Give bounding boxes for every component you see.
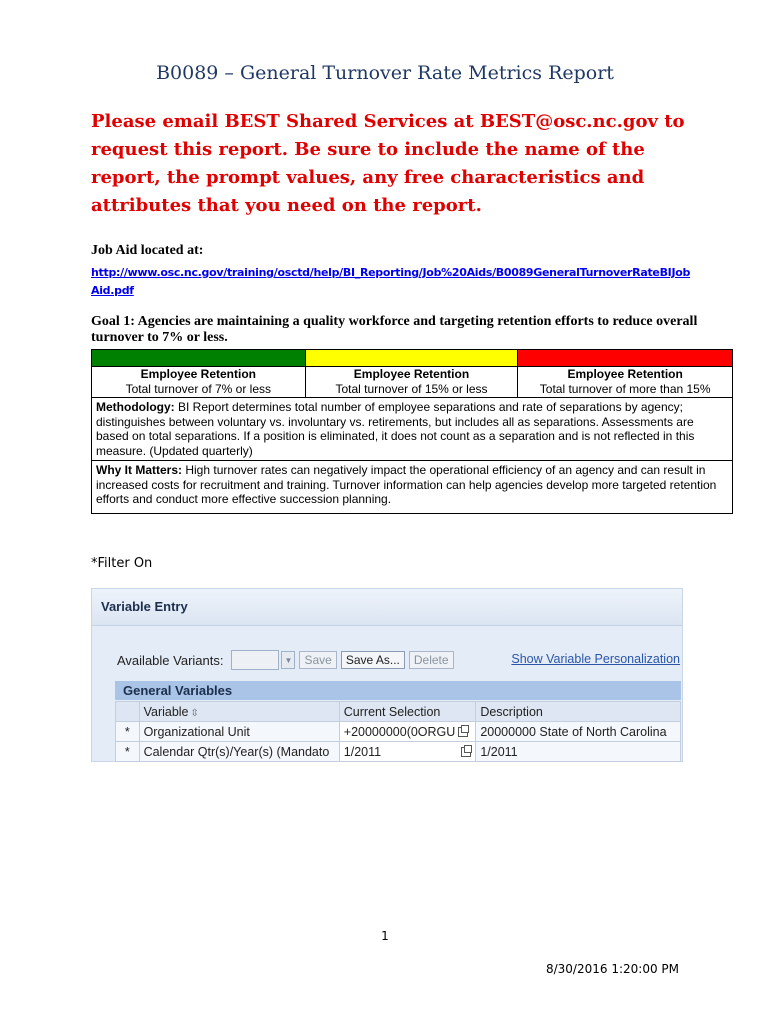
- table-row: [116, 722, 681, 742]
- save-as-button[interactable]: Save As...: [341, 651, 405, 669]
- mandatory-column-header: [116, 702, 140, 722]
- job-aid-label: Job Aid located at:: [91, 243, 204, 258]
- variants-toolbar: [117, 650, 458, 670]
- red-band: [518, 350, 733, 367]
- retention-metrics-table: [91, 349, 733, 514]
- retention-header: Employee Retention: [140, 367, 256, 381]
- available-variants-label: Available Variants:: [117, 652, 224, 668]
- color-band-row: [92, 350, 733, 367]
- value-help-icon[interactable]: [461, 747, 471, 757]
- variable-entry-panel: [91, 588, 683, 762]
- retention-value: Total turnover of 15% or less: [335, 382, 488, 396]
- variable-entry-title: Variable Entry: [92, 589, 682, 626]
- why-label: Why It Matters:: [96, 463, 183, 477]
- variables-table: [115, 701, 681, 762]
- mandatory-marker: *: [116, 722, 140, 742]
- variants-dropdown[interactable]: [231, 650, 279, 670]
- goal-label: Goal 1: [91, 314, 131, 329]
- variables-header-row: [116, 702, 681, 722]
- why-it-matters-row: [92, 461, 733, 514]
- why-text: High turnover rates can negatively impact the operational efficiency of an agency and can result in increased costs for recruitment and training. Turnover information can help agencies develop more targeted retention efforts and conduct more effective succession planning.: [96, 463, 717, 506]
- retention-green-cell: [92, 367, 306, 398]
- delete-button[interactable]: Delete: [409, 651, 454, 669]
- current-selection-column-header: Current Selection: [339, 702, 476, 722]
- why-it-matters-cell: [92, 461, 733, 514]
- variable-name: Calendar Qtr(s)/Year(s) (Mandato: [139, 742, 339, 762]
- chevron-down-icon[interactable]: ▼: [281, 651, 295, 669]
- methodology-cell: [92, 398, 733, 461]
- methodology-label: Methodology:: [96, 400, 175, 414]
- retention-value: Total turnover of more than 15%: [539, 382, 711, 396]
- value-help-icon[interactable]: [458, 727, 468, 737]
- variable-name: Organizational Unit: [139, 722, 339, 742]
- methodology-row: [92, 398, 733, 461]
- retention-header: Employee Retention: [353, 367, 470, 381]
- sort-icon[interactable]: ⇳: [190, 707, 199, 719]
- page-title: B0089 – General Turnover Rate Metrics Report: [156, 62, 614, 84]
- current-selection-field[interactable]: +20000000(0ORGU: [339, 722, 476, 742]
- retention-header: Employee Retention: [567, 367, 683, 381]
- mandatory-marker: *: [116, 742, 140, 762]
- general-variables-header: General Variables: [115, 681, 681, 700]
- retention-value: Total turnover of 7% or less: [125, 382, 272, 396]
- filter-note: *Filter On: [91, 556, 153, 571]
- request-instructions: Please email BEST Shared Services at BEST@osc.nc.gov to request this report. Be sure to include the name of the report, the prompt values, any free characteristics and attributes that you need on the report.: [91, 111, 685, 216]
- yellow-band: [305, 350, 518, 367]
- footer-timestamp: 8/30/2016 1:20:00 PM: [545, 962, 679, 976]
- green-band: [92, 350, 306, 367]
- save-button[interactable]: Save: [299, 651, 336, 669]
- retention-yellow-cell: [305, 367, 518, 398]
- variable-column-header[interactable]: Variable ⇳: [139, 702, 339, 722]
- job-aid-link[interactable]: http://www.osc.nc.gov/training/osctd/help/BI_Reporting/Job%20Aids/B0089GeneralTurnoverRateBIJobAid.pdf: [91, 266, 691, 297]
- current-selection-field[interactable]: 1/2011: [339, 742, 476, 762]
- description-column-header: Description: [476, 702, 681, 722]
- goal-statement: [91, 314, 711, 346]
- variable-description: 20000000 State of North Carolina: [476, 722, 681, 742]
- variable-description: 1/2011: [476, 742, 681, 762]
- retention-red-cell: [518, 367, 733, 398]
- retention-row: [92, 367, 733, 398]
- table-row: [116, 742, 681, 762]
- goal-text: : Agencies are maintaining a quality workforce and targeting retention efforts to reduce overall turnover to 7% or less.: [91, 314, 698, 345]
- show-variable-personalization-link[interactable]: Show Variable Personalization: [511, 652, 680, 666]
- methodology-text: BI Report determines total number of employee separations and rate of separations by agency; distinguishes between voluntary vs. involuntary vs. retirements, but includes all as separations. Assessments are based on total separations. If a position is eliminated, it does not count as a separation and is not reflected in this measure. (Updated quarterly): [96, 400, 695, 458]
- page-number: 1: [381, 929, 389, 943]
